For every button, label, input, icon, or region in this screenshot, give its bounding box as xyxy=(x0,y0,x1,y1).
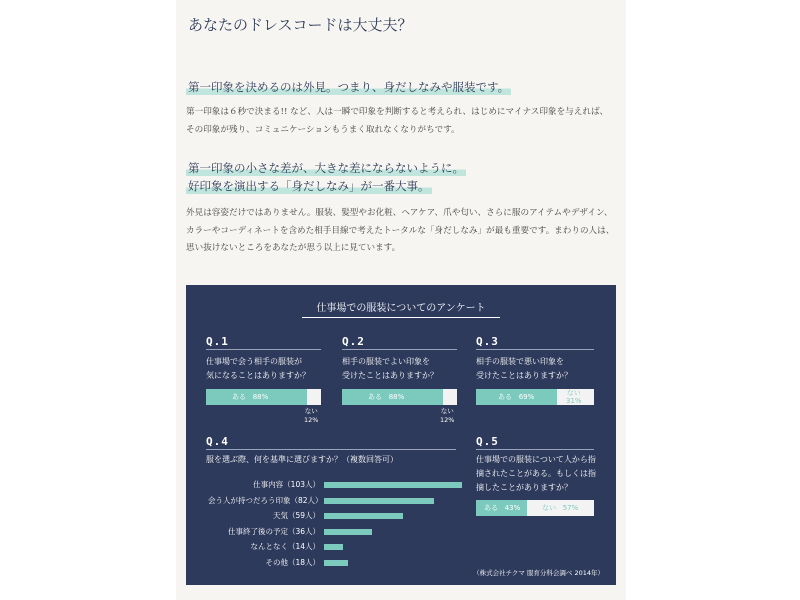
q2-no-label: ない 12% xyxy=(440,407,455,424)
q2-bar xyxy=(342,389,457,405)
paragraph-intro xyxy=(186,104,616,139)
heading-first-impression: 第一印象を決めるのは外見。つまり、身だしなみや服装です。 xyxy=(188,80,510,94)
q5-number: Q.5 xyxy=(476,435,499,448)
q4-bar xyxy=(324,482,462,488)
q4-bar xyxy=(324,544,343,550)
paragraph-line: 第一印象は６秒で決まる!! など、人は一瞬で印象を判断すると考えられ、はじめにマイナス印象を与えれば、 xyxy=(186,107,609,117)
heading-good-impression: 好印象を演出する「身だしなみ」が一番大事。 xyxy=(188,179,430,193)
q5-divider xyxy=(476,449,594,450)
q2-yes-label: ある 88% xyxy=(368,393,405,401)
q1-question: 仕事場で会う相手の服装が 気になることはありますか？ xyxy=(206,357,310,380)
q1-number: Q.1 xyxy=(206,335,229,348)
q4-bar xyxy=(324,513,403,519)
q4-bar xyxy=(324,498,434,504)
q1-divider xyxy=(206,349,321,350)
survey-title: 仕事場での服装についてのアンケート xyxy=(186,299,616,314)
q5-question: 仕事場での服装について人から指 摘されたことがある。もしくは指 摘したことがありますか？ xyxy=(476,455,596,492)
q2-number: Q.2 xyxy=(342,335,365,348)
q2-divider xyxy=(342,349,457,350)
paragraph-line: その印象が残り、コミュニケーションもうまく取れなくなりがちです。 xyxy=(186,124,460,135)
q1-no-label: ない 12% xyxy=(304,407,319,424)
q1-yes-label: ある 88% xyxy=(232,393,269,401)
paragraph-appearance xyxy=(186,205,616,258)
survey-source: （株式会社チクマ 服育分科会調べ 2014年） xyxy=(473,569,604,577)
q5-yes-label: ある 43% xyxy=(484,504,521,512)
q5-no-label: ない 57% xyxy=(542,504,579,512)
heading-small-difference: 第一印象の小さな差が、大きな差にならないように。 xyxy=(188,161,464,175)
q3-question: 相手の服装で悪い印象を 受けたことはありますか？ xyxy=(476,357,572,380)
survey-panel xyxy=(186,285,616,585)
q5-bar xyxy=(476,500,594,516)
q3-bar xyxy=(476,389,594,405)
page-title: あなたのドレスコードは大丈夫？ xyxy=(188,16,413,34)
q4-row-label: 仕事終了後の予定（36人） xyxy=(227,526,320,536)
q3-no-label: ない 31% xyxy=(566,389,582,405)
q1-bar xyxy=(206,389,321,405)
q4-question: 服を選ぶ際、何を基準に選びますか？（複数回答可） xyxy=(206,455,398,464)
q3-yes-label: ある 69% xyxy=(498,393,535,401)
q3-divider xyxy=(476,349,594,350)
q4-row-label: 天気（59人） xyxy=(272,511,320,520)
q4-row-label: その他（18人） xyxy=(265,557,320,567)
q4-row-label: 会う人が持つだろう印象（82人） xyxy=(208,495,323,505)
q3-number: Q.3 xyxy=(476,335,499,348)
paragraph-line: 外見は容姿だけではありません。服装、髪型やお化粧、ヘアケア、爪や匂い、さらに服のアイテムやデザイン、 xyxy=(186,208,613,218)
paragraph-line: 思い抜けないところをあなたが思う以上に見ています。 xyxy=(186,243,401,253)
q4-bar xyxy=(324,529,372,535)
q4-number: Q.4 xyxy=(206,435,229,448)
q4-row-label: 仕事内容（103人） xyxy=(253,480,320,489)
q4-bar xyxy=(324,560,348,566)
q4-row-label: なんとなく（14人） xyxy=(250,542,320,551)
q4-divider xyxy=(206,449,456,450)
paragraph-line: カラーやコーディネートを含めた相手目線で考えたトータルな「身だしなみ」が最も重要です。まわりの人は、 xyxy=(186,225,615,236)
q2-question: 相手の服装でよい印象を 受けたことはありますか？ xyxy=(342,357,438,380)
